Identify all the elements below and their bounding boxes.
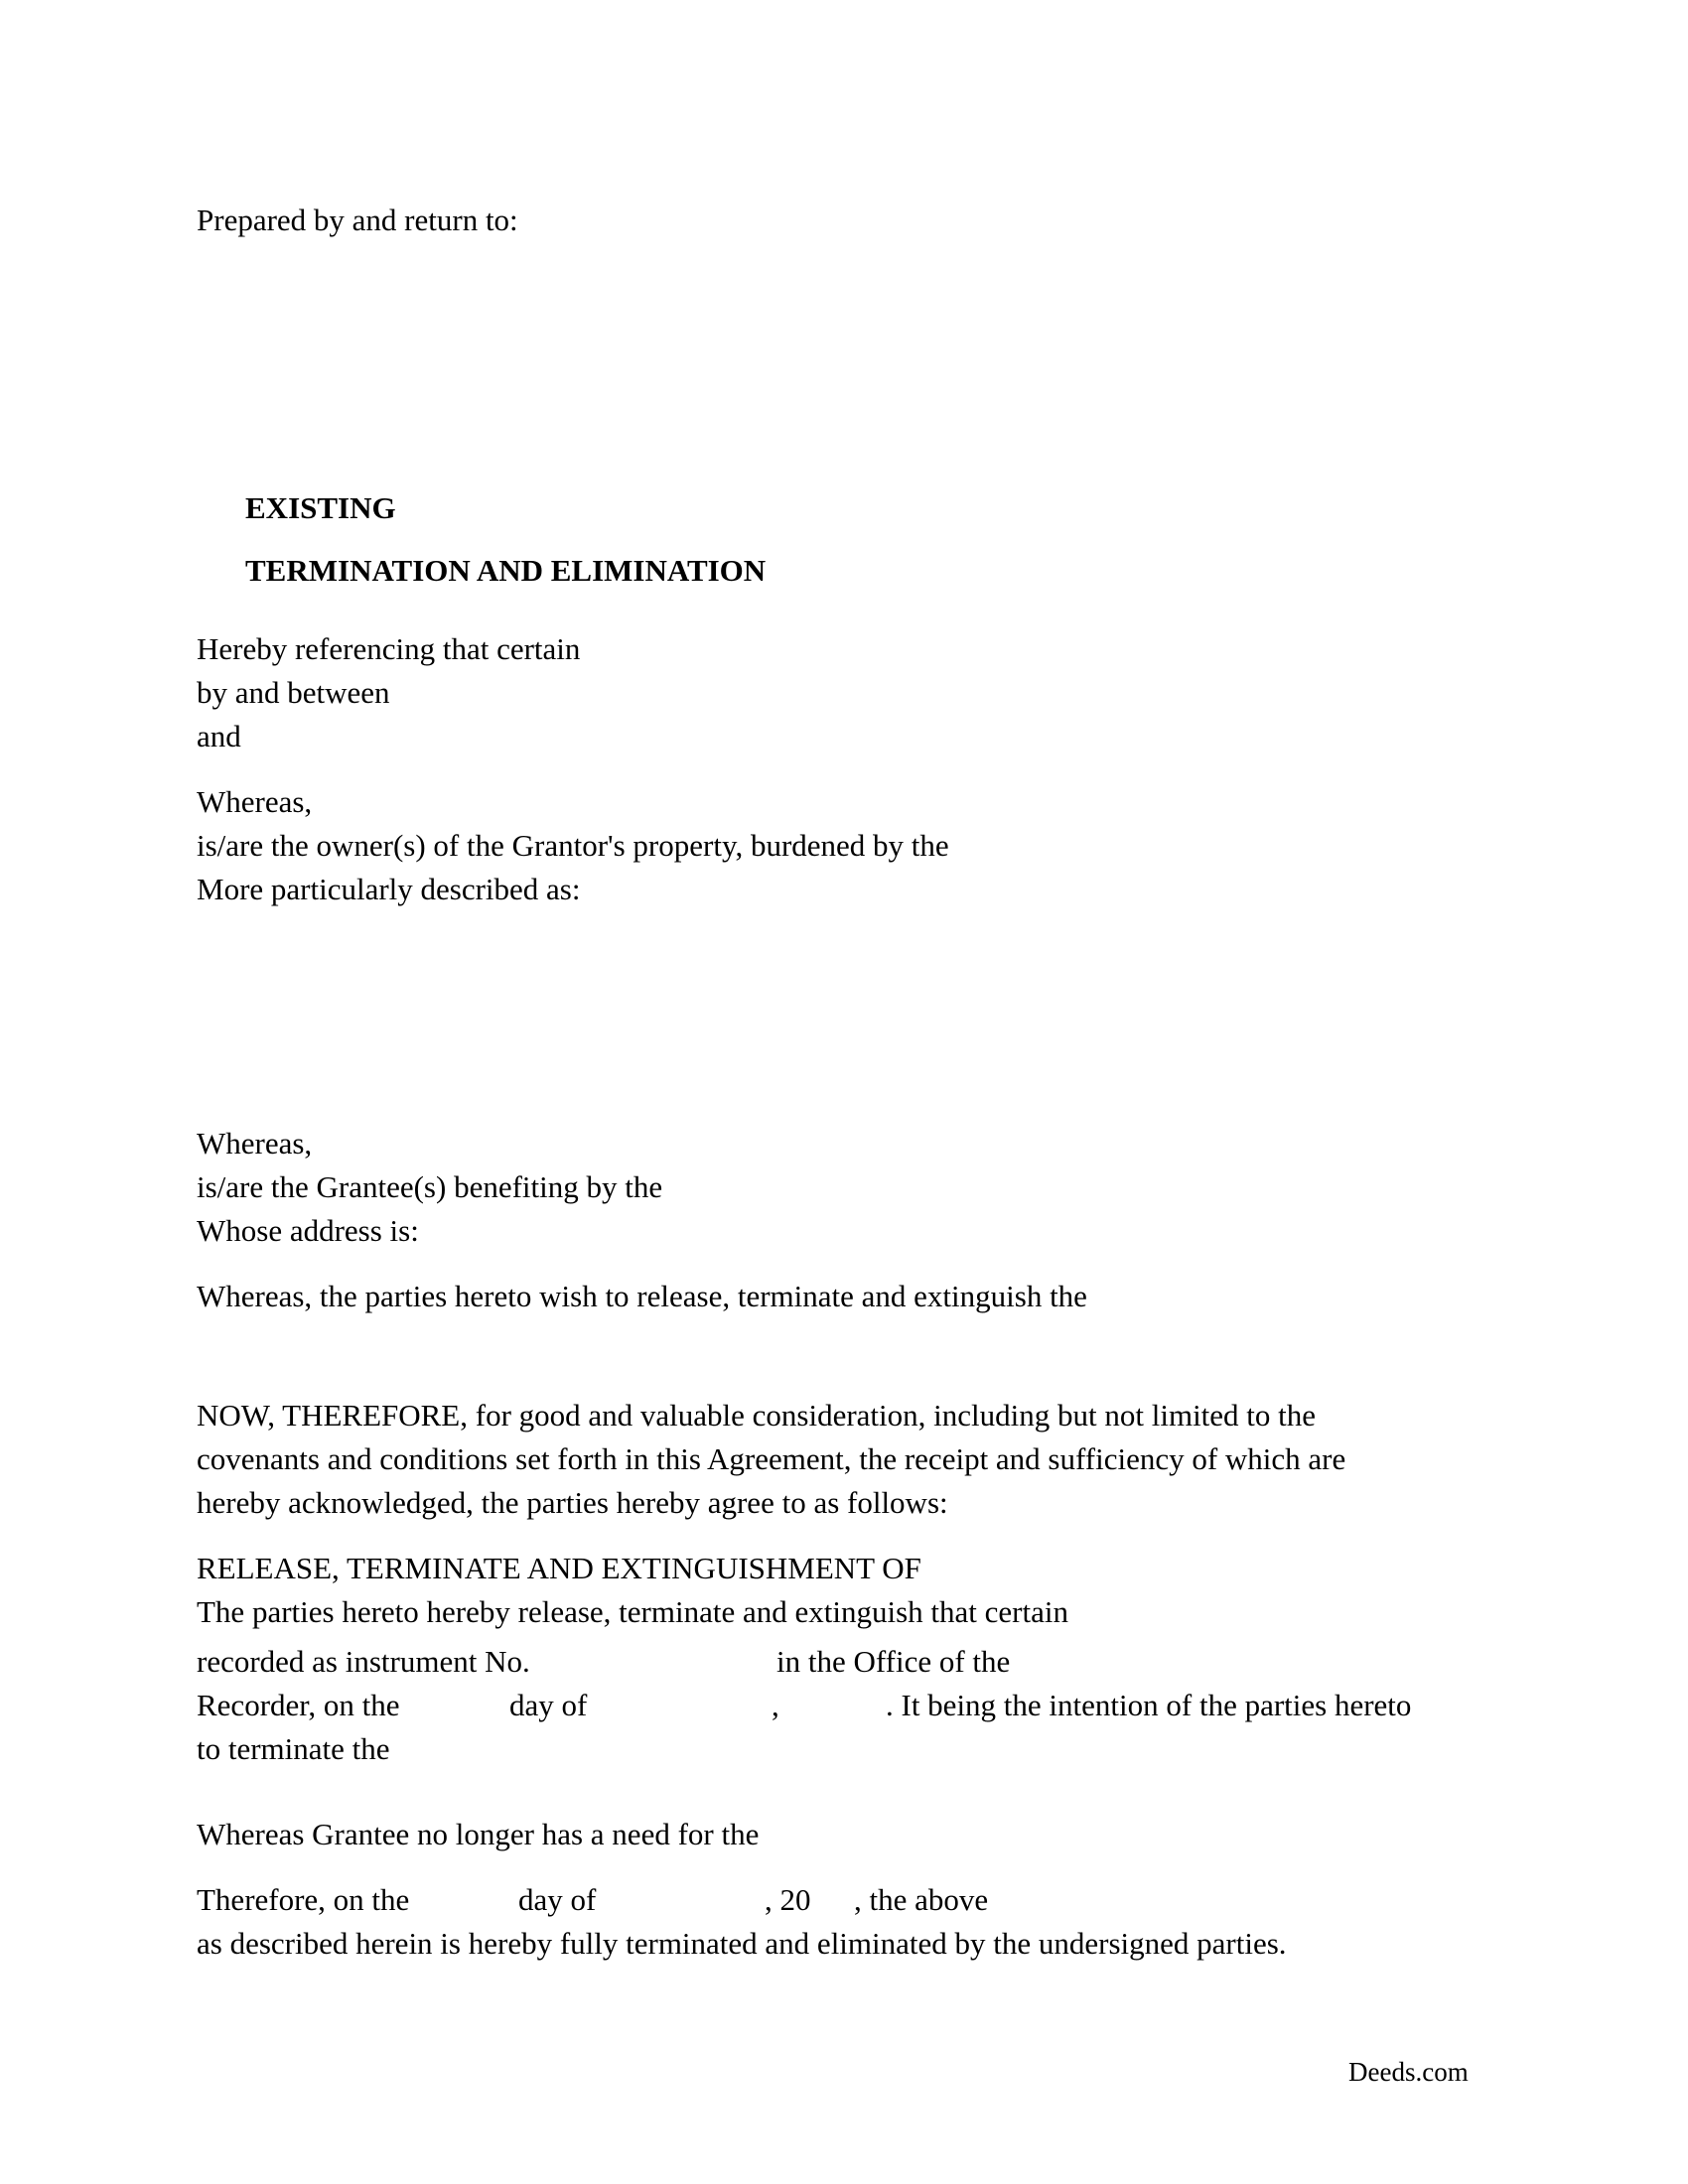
release-line: The parties hereto hereby release, terminate and extinguish that certain bbox=[197, 1594, 1068, 1629]
therefore-year-label: , 20 bbox=[765, 1882, 811, 1917]
heading-existing: EXISTING bbox=[245, 490, 396, 525]
recorder-day-of-label: day of bbox=[509, 1688, 588, 1722]
grantee-line: is/are the Grantee(s) benefiting by the bbox=[197, 1169, 663, 1204]
grantee-need-line: Whereas Grantee no longer has a need for the bbox=[197, 1817, 760, 1851]
now-therefore-line-3: hereby acknowledged, the parties hereby agree to as follows: bbox=[197, 1485, 948, 1520]
heading-termination: TERMINATION AND ELIMINATION bbox=[245, 553, 767, 588]
intention-line: . It being the intention of the parties hereto bbox=[886, 1688, 1412, 1722]
whereas-release-line: Whereas, the parties hereto wish to release, terminate and extinguish the bbox=[197, 1279, 1087, 1313]
therefore-on-label: Therefore, on the bbox=[197, 1882, 410, 1917]
release-heading: RELEASE, TERMINATE AND EXTINGUISHMENT OF bbox=[197, 1551, 921, 1585]
footer-brand: Deeds.com bbox=[1348, 2057, 1469, 2087]
address-line: Whose address is: bbox=[197, 1213, 419, 1248]
between-line: by and between bbox=[197, 675, 390, 710]
prepared-by-label: Prepared by and return to: bbox=[197, 203, 518, 237]
and-line: and bbox=[197, 719, 241, 753]
whereas-grantee-label: Whereas, bbox=[197, 1126, 313, 1160]
owner-line: is/are the owner(s) of the Grantor's property, burdened by the bbox=[197, 828, 949, 863]
now-therefore-line-2: covenants and conditions set forth in this Agreement, the receipt and sufficiency of which are bbox=[197, 1441, 1346, 1476]
described-as-line: More particularly described as: bbox=[197, 872, 581, 906]
therefore-day-of-label: day of bbox=[518, 1882, 597, 1917]
whereas-owner-label: Whereas, bbox=[197, 784, 313, 819]
recorder-comma: , bbox=[772, 1688, 779, 1722]
reference-line: Hereby referencing that certain bbox=[197, 631, 581, 666]
now-therefore-line-1: NOW, THEREFORE, for good and valuable consideration, including but not limited to the bbox=[197, 1398, 1317, 1433]
final-statement-line: as described herein is hereby fully terminated and eliminated by the undersigned parties. bbox=[197, 1926, 1287, 1961]
recorder-on-label: Recorder, on the bbox=[197, 1688, 400, 1722]
recorded-instrument-label: recorded as instrument No. bbox=[197, 1644, 530, 1679]
office-of-label: in the Office of the bbox=[776, 1644, 1011, 1679]
terminate-line: to terminate the bbox=[197, 1731, 390, 1766]
therefore-above-label: , the above bbox=[854, 1882, 989, 1917]
